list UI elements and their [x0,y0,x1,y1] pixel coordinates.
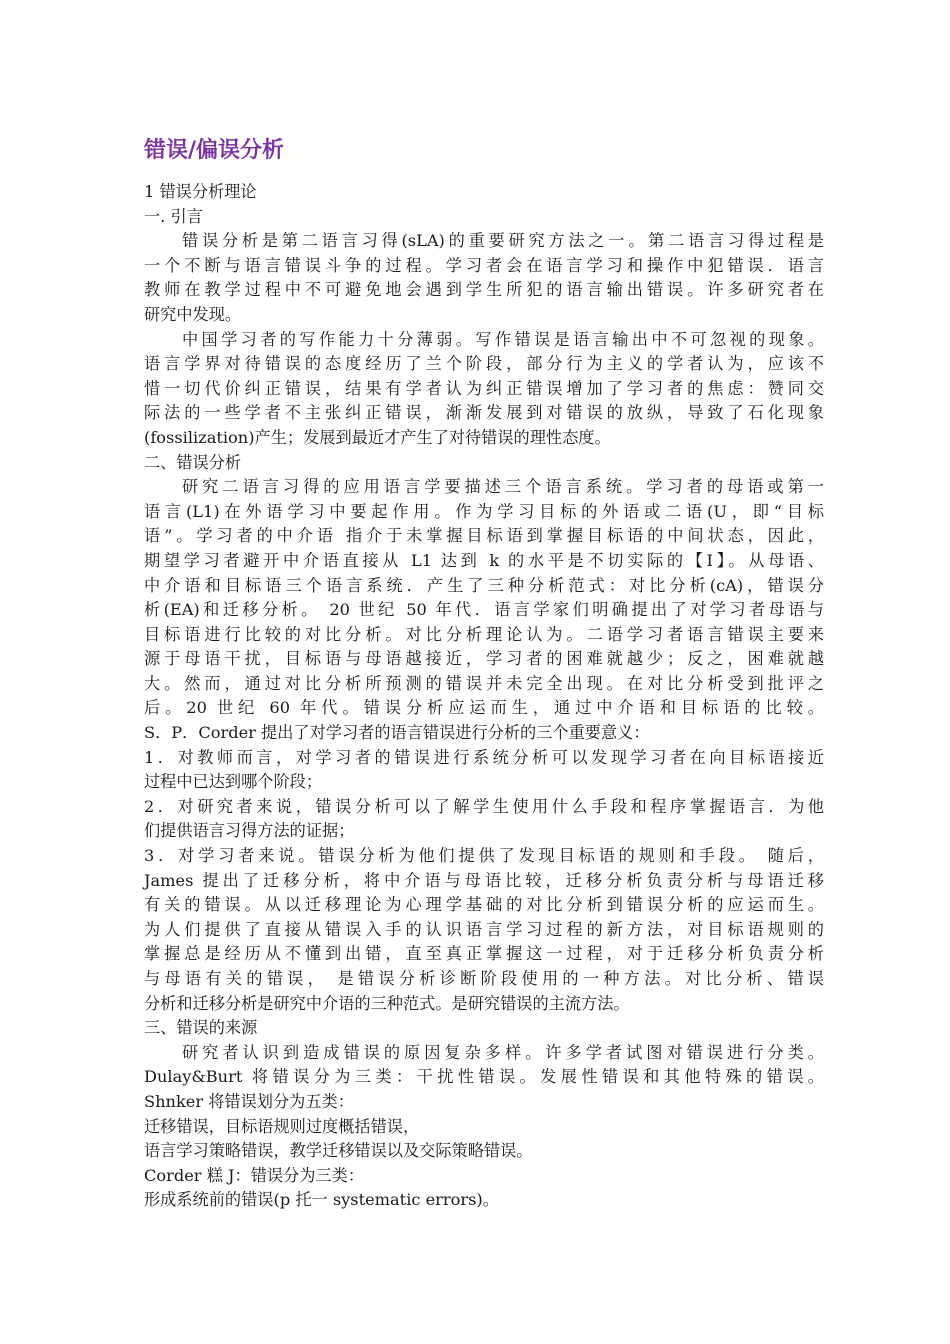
text-line: 一. 引言 [144,206,203,226]
text-line: 二、错误分析 [144,452,242,472]
text-line: 大。然而，通过对比分析所预测的错误并未完全出现。在对比分析受到批评之 [144,673,824,693]
text-line: 语言学习策略错误，教学迁移错误以及交际策略错误。 [144,1141,533,1161]
text-line: 研究中发现。 [144,304,242,324]
text-line: 惜一切代价纠正错误，结果有学者认为纠正错误增加了学习者的焦虑：赞同交 [144,378,824,398]
text-line: 语”。学习者的中介语 指介于未掌握目标语到掌握目标语的中间状态，因此， [144,526,824,546]
text-line: 目标语进行比较的对比分析。对比分析理论认为。二语学习者语言错误主要来 [144,624,824,644]
text-line: James 提出了迁移分析，将中介语与母语比较，迁移分析负责分析与母语迁移 [144,870,824,890]
text-line: 3．对学习者来说。错误分析为他们提供了发现目标语的规则和手段。 随后， [144,846,824,866]
document-text [144,180,824,1213]
document-title: 错误/偏误分析 [144,138,285,163]
text-line: 后。20 世纪 60 年代。错误分析应运而生，通过中介语和目标语的比较。 [144,698,824,718]
text-line: 们提供语言习得方法的证据； [144,821,355,841]
text-line: 有关的错误。从以迁移理论为心理学基础的对比分析到错误分析的应运而生。 [144,895,824,915]
document-body [144,136,824,1213]
text-line: 与母语有关的错误， 是错误分析诊断阶段使用的一种方法。对比分析、错误 [144,969,824,988]
text-line: Dulay&Burt 将错误分为三类：干扰性错误。发展性错误和其他特殊的错误。 [144,1067,824,1087]
text-line: 迁移错误，目标语规则过度概括错误， [144,1116,420,1136]
text-line: S．P．Corder 提出了对学习者的语言错误进行分析的三个重要意义： [144,723,650,743]
text-line: 中国学习者的写作能力十分薄弱。写作错误是语言输出中不可忽视的现象。 [182,329,824,349]
text-line: 为人们提供了直接从错误入手的认识语言学习过程的新方法，对目标语规则的 [144,919,824,939]
text-line: 1．对教师而言，对学习者的错误进行系统分析可以发现学习者在向目标语接近 [144,747,824,767]
text-line: 语言(L1)在外语学习中要起作用。作为学习目标的外语或二语(U，即“目标 [144,501,824,521]
text-line: 形成系统前的错误(p 托一 systematic errors)。 [144,1190,499,1210]
text-line: 掌握总是经历从不懂到出错，直至真正掌握这一过程，对于迁移分析负责分析 [144,944,824,964]
text-line: 1 错误分析理论 [144,182,257,201]
text-line: 中介语和目标语三个语言系统．产生了三种分析范式：对比分析(cA)，错误分 [144,575,824,595]
text-line: 研究者认识到造成错误的原因复杂多样。许多学者试图对错误进行分类。 [182,1042,824,1062]
text-line: 源于母语干扰，目标语与母语越接近，学习者的困难就越少；反之，困难就越 [144,649,824,669]
text-line: 过程中已达到哪个阶段； [144,772,323,792]
text-line: 分析和迁移分析是研究中介语的三种范式。是研究错误的主流方法。 [144,993,630,1013]
text-line: 研究二语言习得的应用语言学要描述三个语言系统。学习者的母语或第一 [182,477,824,497]
text-line: 期望学习者避开中介语直接从 L1 达到 k 的水平是不切实际的【I】。从母语、 [144,550,824,570]
text-line: 际法的一些学者不主张纠正错误，渐渐发展到对错误的放纵，导致了石化现象 [144,403,824,423]
text-line: 析(EA)和迁移分析。 20 世纪 50 年代．语言学家们明确提出了对学习者母语与 [144,600,824,620]
text-line: Corder 糕 J：错误分为三类： [144,1165,365,1185]
text-line: 2．对研究者来说，错误分析可以了解学生使用什么手段和程序掌握语言．为他 [144,796,824,816]
text-line: 错误分析是第二语言习得(sLA)的重要研究方法之一。第二语言习得过程是 [182,231,824,251]
text-line: 语言学界对待错误的态度经历了兰个阶段，部分行为主义的学者认为，应该不 [144,354,824,374]
text-line: 教师在教学过程中不可避免地会遇到学生所犯的语言输出错误。许多研究者在 [144,280,824,300]
text-line: Shnker 将错误划分为五类： [144,1091,354,1111]
text-line: 一个不断与语言错误斗争的过程。学习者会在语言学习和操作中犯错误．语言 [144,255,824,275]
text-line: (fossilization)产生；发展到最近才产生了对待错误的理性态度。 [144,427,611,447]
text-line: 三、错误的来源 [144,1018,258,1038]
